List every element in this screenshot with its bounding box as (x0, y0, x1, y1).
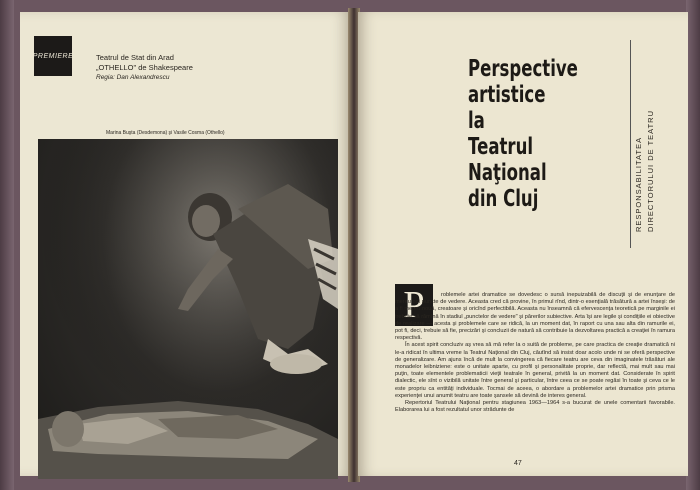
binding-right (686, 0, 700, 490)
sidebar-line-2: DIRECTORULUI DE TEATRU (646, 109, 655, 232)
left-page (20, 12, 350, 476)
title-line: Teatrul (468, 134, 534, 160)
photo-caption: Marina Buşta (Desdemona) şi Vasile Cosma (Othello) (106, 130, 225, 136)
article-body (395, 292, 675, 414)
paragraph: Repertoriul Teatrului Naţional pentru stagiunea 1963—1964 s-a bucurat de unele comentarii favorabile. Elaborarea lui a fost rezultatul unor strădunte de (395, 400, 675, 414)
article-title (468, 56, 583, 212)
title-line: Perspective (468, 56, 578, 82)
page-number: 47 (514, 460, 522, 467)
play-credits (96, 53, 193, 81)
theatre-name: Teatrul de Stat din Arad (96, 53, 174, 62)
right-page (358, 12, 688, 476)
title-line: din Cluj (468, 186, 539, 212)
paragraph: În acest spirit concluziv aş vrea să mă refer la o suită de probleme, pe care practica de creaţie dramatică ni le-a ridicat în ultima vreme la Teatrul Naţional din Cluj, căutînd să insist doar acolo unde ni se oferă perspective de generalizare. Am ajuns încă de mult la convingerea că fiecare teatru are ceva din imaginatele trăsături ale monadelor leibniziene: este o unitate aparte, cu profil şi personalitate proprie, dar reflectă, mai mult sau mai puţin, toate elementele problematicii vieţii teatrale în general, privită la un moment dat. Considerate în spirit dialectic, ele sînt o vizibilă unitate între general şi particular, între ceea ce se poate regăsi în toate şi ceva ce le este propriu ca entităţi individuale. Tocmai de aceea, o abordare a problemelor artei dramatice prin prisma experienţei unui anumit teatru are toate şansele să devină de interes general. (395, 342, 675, 399)
binding-left (0, 0, 14, 490)
play-title: „OTHELLO" de Shakespeare (96, 63, 193, 72)
drop-cap: P (395, 284, 433, 326)
title-line: Naţional (468, 160, 547, 186)
stage-photo (38, 139, 338, 479)
paragraph: roblemele artei dramatice se dovedesc o sursă inepuizabilă de discuţii şi de enunţare de mereu noi puncte de vedere. Aceasta cred că provine, în primul rînd, dintr-o esenţială trăsătură a artei înseşi: de a fi mereu nouă, creatoare şi oricînd perfectibilă. Aceasta nu înseamnă că efervescenţa teoretică pe marginile ei trebuie să rămînă în stadiul „punctelor de vedere" şi părerilor subiective. Arta îşi are legile şi condiţiile ei obiective de realizare — acesta şi problemele care se ridică, la un moment dat, în raport cu una sau alta din ramurile ei, pot fi, deci, trebuie să fie, precizări şi concluzii de natură să contribuie la dezvoltarea practică a creaţiei în ramura respectivă. (395, 292, 675, 342)
section-sidebar (616, 72, 666, 242)
director-credit: Regia: Dan Alexandrescu (96, 74, 170, 81)
sidebar-line-1: RESPONSABILITATEA (634, 136, 643, 232)
stage-photo-illustration (38, 139, 338, 479)
title-line: artistice (468, 82, 546, 108)
premiere-badge: PREMIERE (34, 36, 72, 76)
title-line: la (468, 108, 485, 134)
